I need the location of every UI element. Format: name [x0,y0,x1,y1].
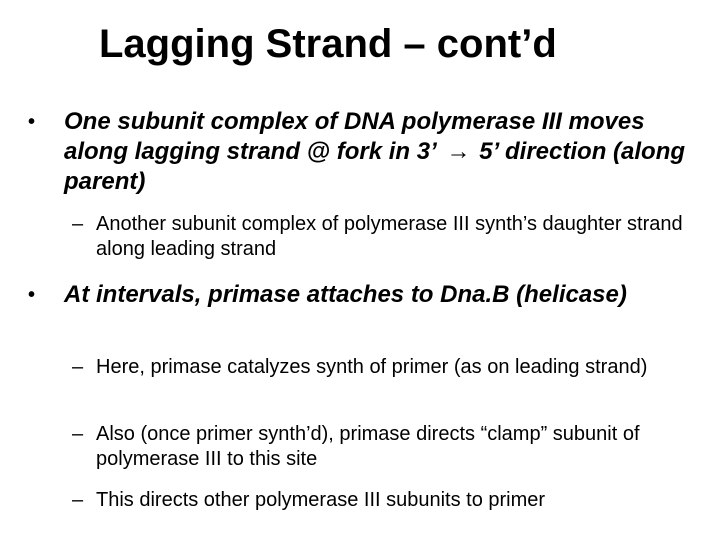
bullet-icon: • [28,284,36,306]
dash-icon: – [72,356,84,378]
slide-title: Lagging Strand – cont’d [99,22,557,66]
sub-item-2-2 [72,422,696,472]
dash-icon: – [72,489,84,511]
dash-icon: – [72,213,84,235]
sub-item-text: This directs other polymerase III subunits to primer [96,489,546,511]
sub-item-2-3 [72,488,716,513]
bullet-icon: • [28,111,36,133]
sub-item-text: Also (once primer synth’d), primase directs “clamp” subunit of polymerase III to this site [96,423,640,470]
bullet-item-2 [28,280,704,310]
bullet-item-1 [28,107,704,197]
bullet-text-2: At intervals, primase attaches to Dna.B (helicase) [64,281,627,308]
sub-item-1-1 [72,212,696,262]
dash-icon: – [72,423,84,445]
sub-item-text: Another subunit complex of polymerase III synth’s daughter strand along leading strand [96,213,683,260]
bullet-text-1 [64,107,704,197]
sub-item-2-1 [72,355,696,380]
bullet-text-1-start: One subunit complex of DNA polymerase III moves along lagging strand @ fork in 3’ [64,108,645,165]
sub-item-text: Here, primase catalyzes synth of primer (as on leading strand) [96,356,648,378]
right-arrow-icon: → [446,138,471,165]
bullet-text-1-end: 5’ direction (along parent) [64,138,686,195]
